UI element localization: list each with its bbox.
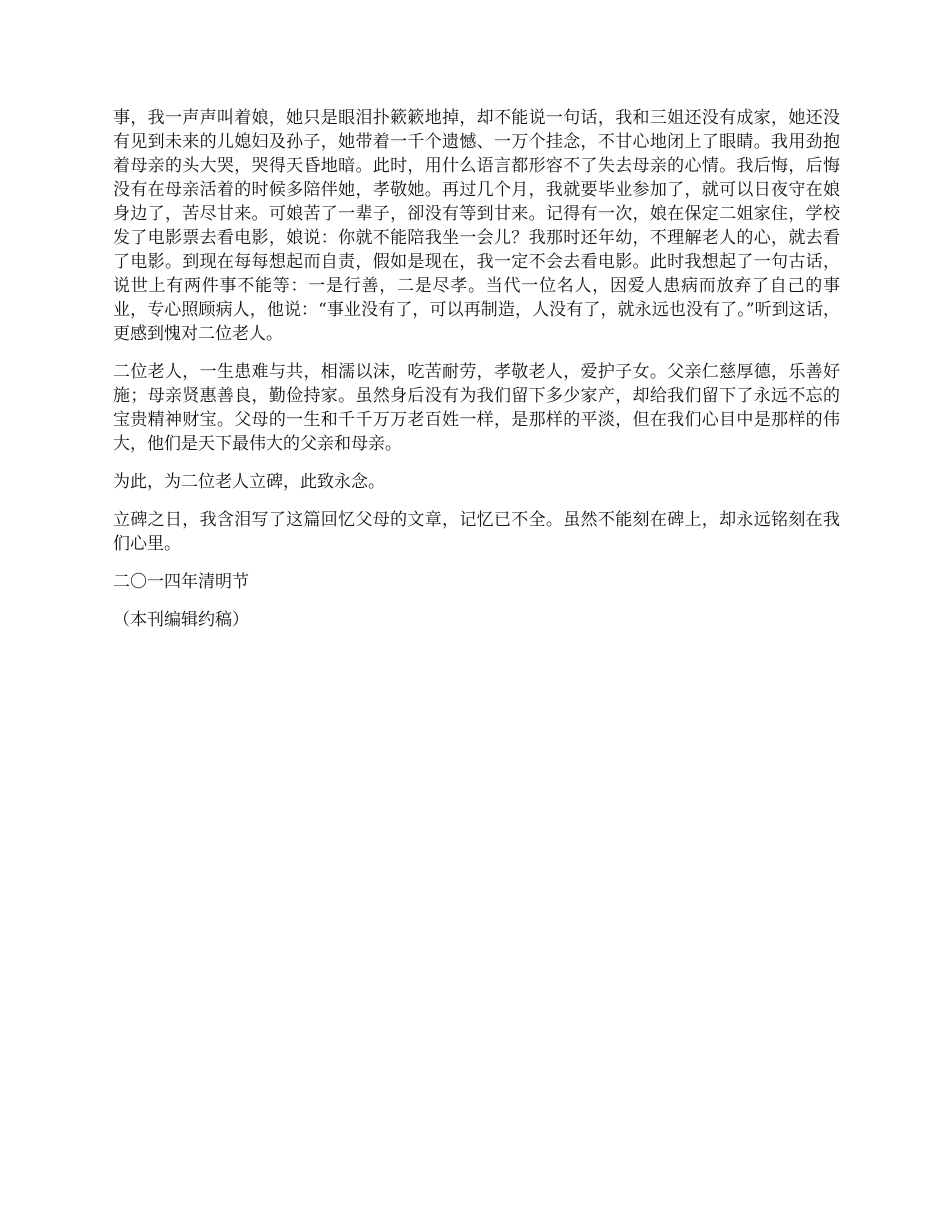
document-page [113,106,840,646]
paragraph-parents-virtue: 二位老人，一生患难与共，相濡以沫，吃苦耐劳，孝敬老人，爱护子女。父亲仁慈厚德，乐善好施；母亲贤惠善良，勤俭持家。虽然身后没有为我们留下多少家产，却给我们留下了永远不忘的宝贵精神财宝。父母的一生和千千万万老百姓一样，是那样的平淡，但在我们心目中是那样的伟大，他们是天下最伟大的父亲和母亲。 [113,362,840,454]
date-line: 二〇一四年清明节 [113,572,249,592]
paragraph-memory: 事，我一声声叫着娘，她只是眼泪扑簌簌地掉，却不能说一句话，我和三姐还没有成家，她还没有见到未来的儿媳妇及孙子，她带着一千个遗憾、一万个挂念，不甘心地闭上了眼睛。我用劲抱着母亲的头大哭，哭得天昏地暗。此时，用什么语言都形容不了失去母亲的心情。我后悔，后悔没有在母亲活着的时候多陪伴她，孝敬她。再过几个月，我就要毕业参加了，就可以日夜守在娘身边了，苦尽甘来。可娘苦了一辈子，卻没有等到甘来。记得有一次，娘在保定二姐家住，学校发了电影票去看电影，娘说：你就不能陪我坐一会儿？我那时还年幼，不理解老人的心，就去看了电影。到现在每每想起而自责，假如是现在，我一定不会去看电影。此时我想起了一句古话，说世上有两件事不能等：一是行善，二是尽孝。当代一位名人，因爱人患病而放弃了自己的事业，专心照顾病人，他说：“事业没有了，可以再制造，人没有了，就永远也没有了。”听到这话，更感到愧对二位老人。 [113,108,840,344]
paragraph-stele-day: 立碑之日，我含泪写了这篇回忆父母的文章，记忆已不全。虽然不能刻在碑上，却永远铭刻在我们心里。 [113,510,840,554]
paragraph-erect-stele: 为此，为二位老人立碑，此致永念。 [113,472,385,492]
editor-note: （本刊编辑约稿） [113,610,249,630]
